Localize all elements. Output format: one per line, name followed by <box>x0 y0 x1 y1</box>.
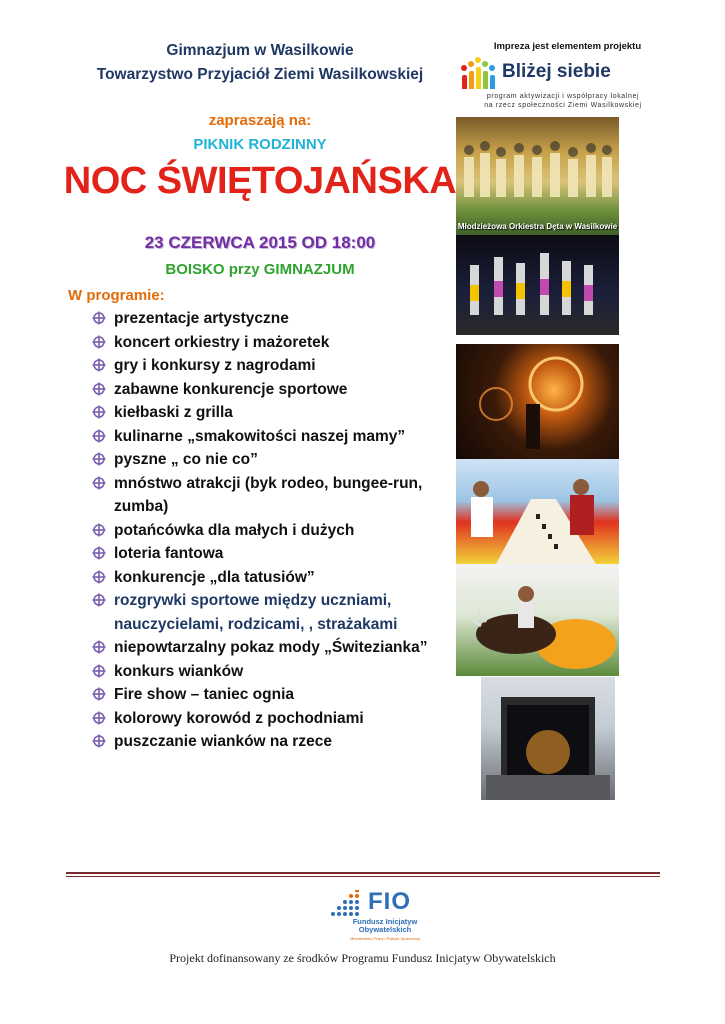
program-item <box>92 660 452 684</box>
program-item-text: Fire show – taniec ognia <box>114 686 295 703</box>
logo-subtitle-line-1: program aktywizacji i współpracy lokalnej <box>486 93 640 100</box>
crosshair-bullet-icon <box>92 734 106 748</box>
photo-caption: Młodzieżowa Orkiestra Dęta w Wasilkowie <box>457 222 618 231</box>
crosshair-bullet-icon <box>92 664 106 678</box>
program-item <box>92 542 452 566</box>
program-item-text: puszczanie wianków na rzece <box>114 733 332 750</box>
organizer-line-2: Towarzystwo Przyjaciół Ziemi Wasilkowskiej <box>96 66 424 83</box>
crosshair-bullet-icon <box>92 711 106 725</box>
program-item-text: prezentacje artystyczne <box>114 310 289 327</box>
funding-note: Projekt dofinansowany ze środków Programu Fundusz Inicjatyw Obywatelskich <box>169 951 556 965</box>
crosshair-bullet-icon <box>92 570 106 584</box>
program-item-text: rozgrywki sportowe między uczniami, nauczycielami, rodzicami, , strażakami <box>114 592 398 633</box>
crosshair-bullet-icon <box>92 452 106 466</box>
program-item-text: zabawne konkurencje sportowe <box>114 380 348 398</box>
footer-divider-thin <box>66 876 660 877</box>
bungee-run-photo <box>456 459 619 564</box>
program-item-text: mnóstwo atrakcji (byk rodeo, bungee-run, zumba) <box>114 474 423 515</box>
crosshair-bullet-icon <box>92 358 106 372</box>
program-list <box>92 307 452 754</box>
invite-text: zapraszają na: <box>208 112 312 129</box>
crosshair-bullet-icon <box>92 405 106 419</box>
program-item <box>92 401 452 425</box>
crosshair-bullet-icon <box>92 311 106 325</box>
program-item <box>92 636 452 660</box>
orchestra-photo <box>456 117 619 235</box>
logo-title: Bliżej siebie <box>502 61 611 82</box>
program-item-text: gry i konkursy z nagrodami <box>114 357 316 374</box>
program-item <box>92 707 452 731</box>
event-date: 23 CZERWCA 2015 OD 18:00 <box>144 233 376 252</box>
program-item-text: loteria fantowa <box>114 545 224 562</box>
crosshair-bullet-icon <box>92 546 106 560</box>
blizej-siebie-logo <box>458 57 668 115</box>
program-item <box>92 425 452 449</box>
program-item <box>92 331 452 355</box>
program-item <box>92 448 452 472</box>
program-item <box>92 378 452 402</box>
program-item-text: potańcówka dla małych i dużych <box>114 521 355 539</box>
crosshair-bullet-icon <box>92 640 106 654</box>
rodeo-bull-photo <box>456 564 619 676</box>
fio-name <box>330 918 440 934</box>
program-item-text: pyszne „ co nie co” <box>114 451 258 468</box>
crosshair-bullet-icon <box>92 687 106 701</box>
program-item <box>92 472 452 519</box>
program-item <box>92 566 452 590</box>
organizer-line-1: Gimnazjum w Wasilkowie <box>166 42 354 59</box>
fio-abbr: FIO <box>368 888 411 915</box>
crosshair-bullet-icon <box>92 523 106 537</box>
program-heading: W programie: <box>68 287 165 304</box>
event-type: PIKNIK RODZINNY <box>193 136 327 153</box>
program-item <box>92 589 452 636</box>
program-item-text: niepowtarzalny pokaz mody „Świtezianka” <box>114 639 428 656</box>
event-title: NOC ŚWIĘTOJAŃSKA <box>63 160 457 202</box>
program-item-text: konkurencje „dla tatusiów” <box>114 568 315 586</box>
project-note: Impreza jest elementem projektu <box>493 41 642 52</box>
program-item-text: kiełbaski z grilla <box>114 404 233 421</box>
dance-photo <box>456 235 619 335</box>
program-item-text: kolorowy korowód z pochodniami <box>114 709 364 727</box>
program-item <box>92 354 452 378</box>
program-item <box>92 307 452 331</box>
program-item-text: kulinarne „smakowitości naszej mamy” <box>114 427 406 445</box>
logo-subtitle <box>458 92 668 110</box>
crosshair-bullet-icon <box>92 335 106 349</box>
program-item <box>92 519 452 543</box>
program-item-text: koncert orkiestry i mażoretek <box>114 333 330 351</box>
logo-subtitle-line-2: na rzecz społeczności Ziemi Wasilkowskiej <box>484 102 642 109</box>
fire-show-photo <box>456 344 619 459</box>
crosshair-bullet-icon <box>92 429 106 443</box>
program-item-text: konkurs wianków <box>114 662 244 680</box>
fio-name-line-1: Fundusz Inicjatyw <box>352 917 418 926</box>
crosshair-bullet-icon <box>92 593 106 607</box>
fio-ministry: Ministerstwo Pracy i Polityki Społecznej <box>349 936 421 941</box>
stage-photo <box>481 677 615 800</box>
fio-name-line-2: Obywatelskich <box>358 925 412 934</box>
crosshair-bullet-icon <box>92 476 106 490</box>
crosshair-bullet-icon <box>92 382 106 396</box>
footer-divider <box>66 872 660 874</box>
program-item <box>92 683 452 707</box>
event-venue: BOISKO przy GIMNAZJUM <box>165 261 355 278</box>
fio-logo <box>330 888 440 941</box>
program-item <box>92 730 452 754</box>
